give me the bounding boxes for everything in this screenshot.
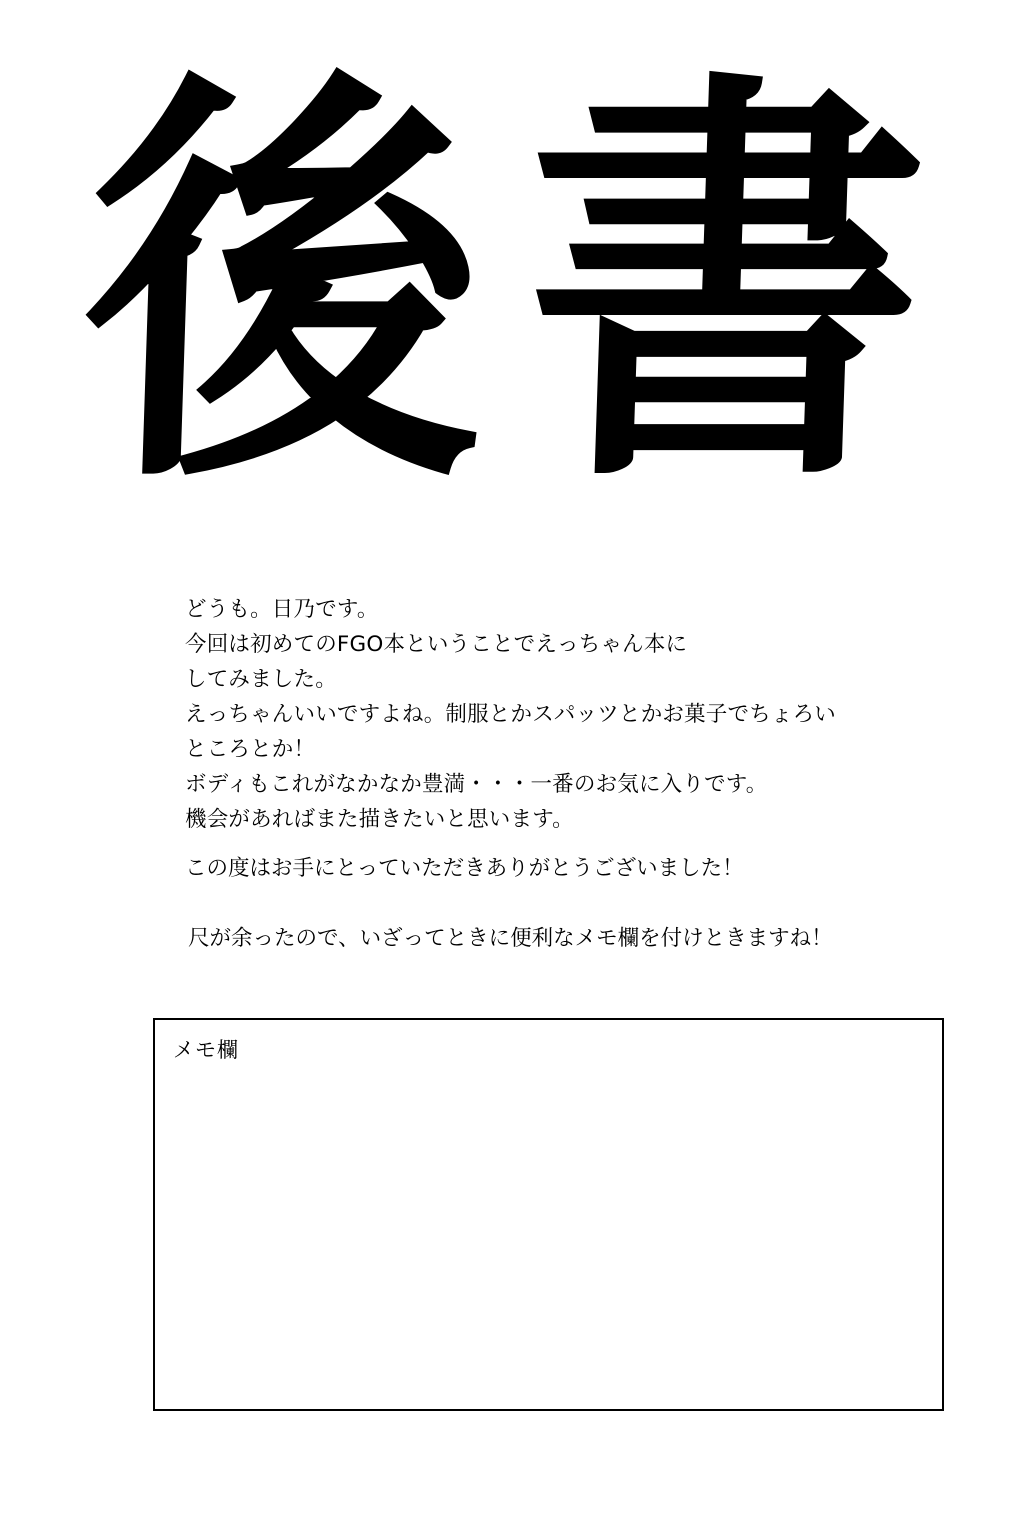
afterword-line: 機会があればまた描きたいと思います。 (185, 807, 574, 832)
afterword-thanks: この度はお手にとっていただきありがとうございました！ (185, 856, 744, 881)
memo-input[interactable] (171, 1072, 928, 1397)
afterword-text-block (185, 592, 945, 886)
afterword-line: 今回は初めてのFGO本ということでえっちゃん本に (185, 632, 688, 657)
afterword-line: ボディもこれがなかなか豊満・・・一番のお気に入りです。 (185, 772, 768, 797)
afterword-line: えっちゃんいいですよね。制服とかスパッツとかお菓子でちょろい (185, 702, 837, 727)
memo-label: メモ欄 (173, 1038, 239, 1062)
afterword-line: どうも。日乃です。 (185, 597, 379, 622)
afterword-line: してみました。 (185, 667, 337, 692)
paragraph-spacer (185, 837, 945, 851)
memo-intro-text: 尺が余ったので、いざってときに便利なメモ欄を付けときますね！ (188, 926, 833, 951)
memo-box[interactable] (153, 1018, 944, 1411)
afterword-line: ところとか！ (185, 737, 316, 762)
page-title (60, 35, 990, 535)
title-calligraphy: 後書 (76, 35, 974, 535)
